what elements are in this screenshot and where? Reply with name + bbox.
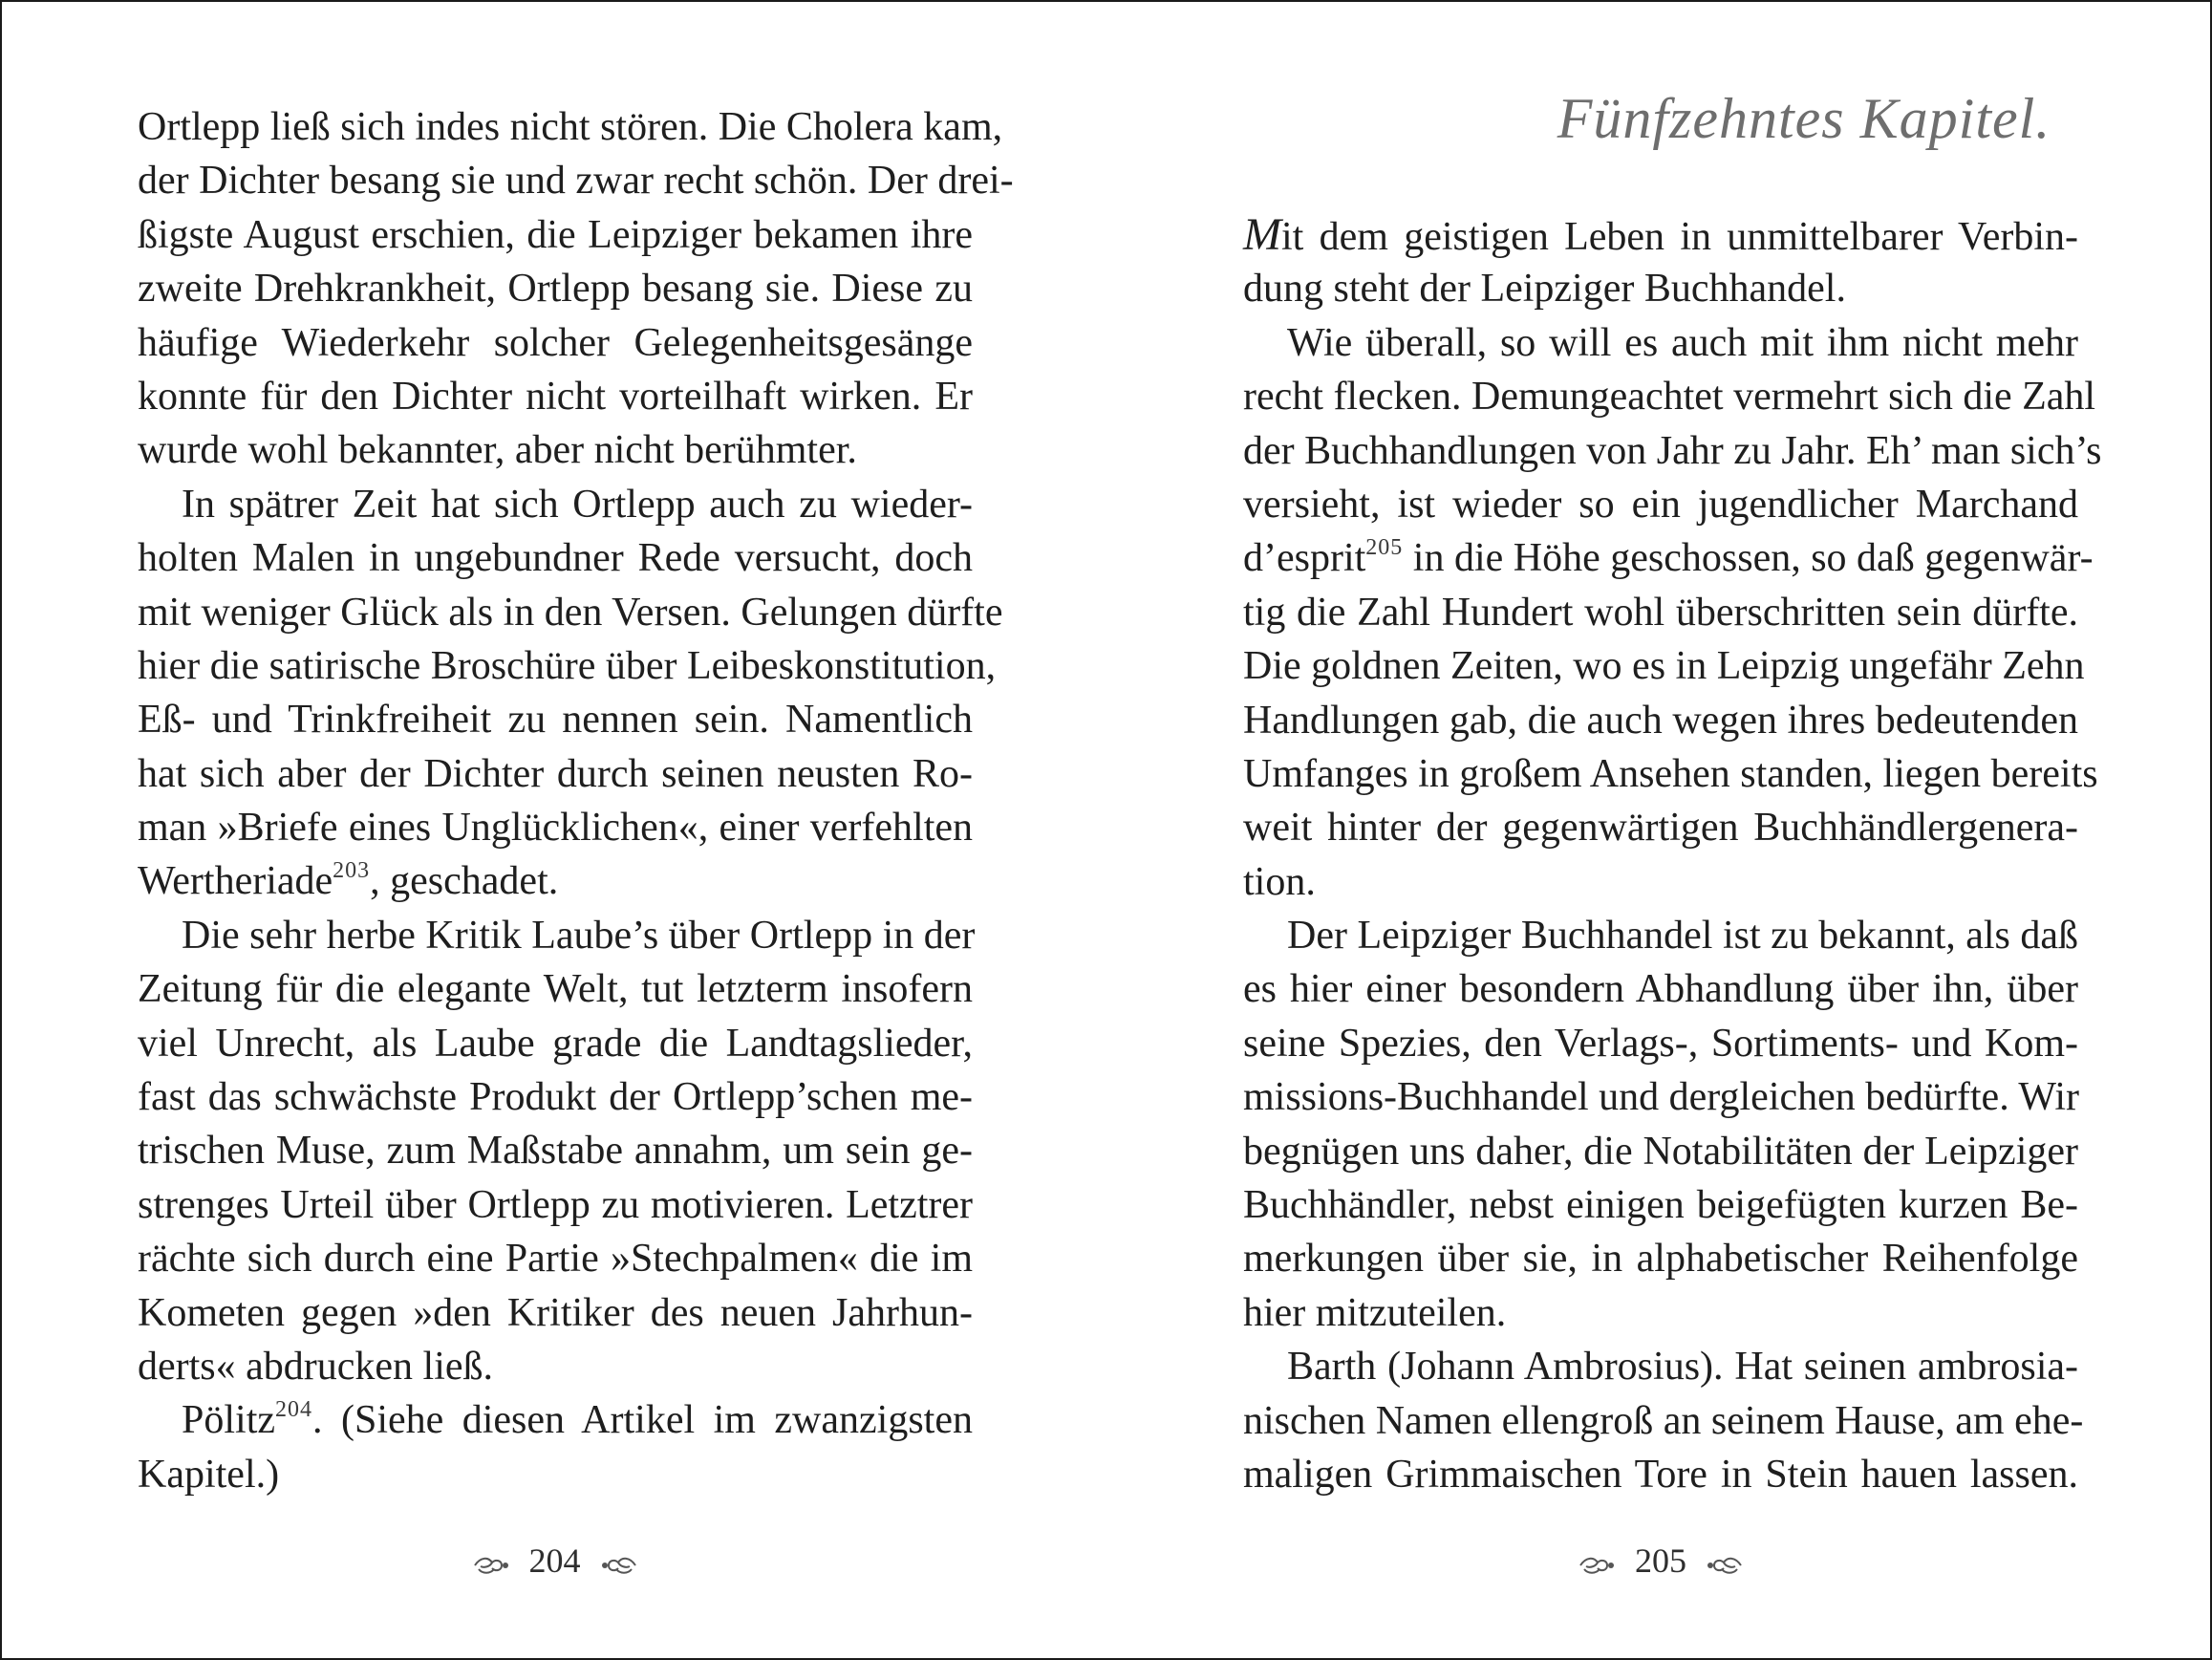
- text-line: fast das schwächste Produkt der Ortlepp’schen me-: [138, 1075, 973, 1120]
- text-fragment: it dem geistigen Leben in unmittelbarer Verbin-: [1280, 215, 2078, 259]
- text-line: Buchhändler, nebst einigen beigefügten kurzen Be-: [1243, 1183, 2078, 1228]
- left-page: [2, 2, 1107, 1660]
- text-line: Kometen gegen »den Kritiker des neuen Jahrhun-: [138, 1290, 973, 1335]
- text-line: hier die satirische Broschüre über Leibeskonstitution,: [138, 643, 997, 688]
- text-line: Die sehr herbe Kritik Laube’s über Ortlepp in der: [182, 913, 976, 958]
- leaf-ornament-icon: [599, 1544, 637, 1585]
- text-line: In spätrer Zeit hat sich Ortlepp auch zu wieder-: [182, 482, 973, 527]
- page-number: 205: [1635, 1541, 1686, 1580]
- text-line: Der Leipziger Buchhandel ist zu bekannt, als daß: [1287, 914, 2079, 959]
- text-line: Kapitel.): [138, 1452, 280, 1497]
- text-fragment: Pölitz: [182, 1398, 276, 1443]
- text-line: rächte sich durch eine Partie »Stechpalmen« die im: [138, 1237, 973, 1282]
- text-line: holten Malen in ungebundner Rede versucht, doch: [138, 536, 973, 581]
- leaf-ornament-icon: [473, 1544, 511, 1585]
- text-line: konnte für den Dichter nicht vorteilhaft wirken. Er: [138, 374, 973, 419]
- text-line: Barth (Johann Ambrosius). Hat seinen ambrosia-: [1287, 1345, 2078, 1390]
- text-line: hier mitzuteilen.: [1243, 1290, 1507, 1335]
- right-text-block: [1243, 208, 2102, 1501]
- text-line: es hier einer besondern Abhandlung über ihn, über: [1243, 967, 2078, 1012]
- text-line: recht flecken. Demungeachtet vermehrt sich die Zahl: [1243, 375, 2096, 420]
- text-line: hat sich aber der Dichter durch seinen neusten Ro-: [138, 751, 973, 796]
- text-line: strenges Urteil über Ortlepp zu motivieren. Letztrer: [138, 1182, 973, 1227]
- initial-letter: M: [1243, 209, 1281, 260]
- text-fragment: in die Höhe geschossen, so daß gegenwär-: [1403, 536, 2094, 581]
- footnote-marker[interactable]: 204: [275, 1397, 313, 1423]
- text-line: begnügen uns daher, die Notabilitäten der Leipziger: [1243, 1129, 2078, 1174]
- text-line: merkungen über sie, in alphabetischer Reihenfolge: [1243, 1237, 2078, 1282]
- text-line: ßigste August erschien, die Leipziger bekamen ihre: [138, 212, 973, 257]
- text-line: Ortlepp ließ sich indes nicht stören. Die Cholera kam,: [138, 105, 1003, 149]
- text-line: Eß- und Trinkfreiheit zu nennen sein. Namentlich: [138, 698, 973, 743]
- text-line: Zeitung für die elegante Welt, tut letzterm insofern: [138, 967, 973, 1012]
- chapter-heading: Fünfzehntes Kapitel.: [1557, 87, 2051, 150]
- text-line: derts« abdrucken ließ.: [138, 1344, 494, 1389]
- text-line: Die goldnen Zeiten, wo es in Leipzig ungefähr Zehn: [1243, 644, 2085, 689]
- page-number-left: [2, 1541, 1107, 1585]
- text-line: seine Spezies, den Verlags-, Sortiments- und Kom-: [1243, 1021, 2078, 1066]
- leaf-ornament-icon: [1578, 1544, 1617, 1585]
- leaf-ornament-icon: [1705, 1544, 1743, 1585]
- page-number: 204: [528, 1541, 581, 1580]
- text-line: zweite Drehkrankheit, Ortlepp besang sie. Diese zu: [138, 267, 973, 312]
- text-line: Umfanges in großem Ansehen standen, liegen bereits: [1243, 751, 2098, 796]
- right-page: [1107, 2, 2212, 1660]
- text-fragment: d’esprit: [1243, 536, 1366, 581]
- text-line: mit weniger Glück als in den Versen. Gelungen dürfte: [138, 590, 1003, 635]
- text-line: der Buchhandlungen von Jahr zu Jahr. Eh’ man sich’s: [1243, 428, 2102, 473]
- text-fragment: . (Siehe diesen Artikel im zwanzigsten: [312, 1398, 973, 1443]
- text-fragment: Wertheriade: [138, 859, 333, 904]
- text-line: Wie überall, so will es auch mit ihm nicht mehr: [1287, 320, 2078, 365]
- text-line: man »Briefe eines Unglücklichen«, einer verfehlten: [138, 806, 973, 851]
- text-line: [138, 854, 973, 908]
- text-line: nischen Namen ellengroß an seinem Hause, am ehe-: [1243, 1398, 2084, 1443]
- text-line: trischen Muse, zum Maßstabe annahm, um sein ge-: [138, 1129, 973, 1174]
- footnote-marker[interactable]: 203: [333, 858, 371, 884]
- text-line: versieht, ist wieder so ein jugendlicher Marchand: [1243, 482, 2078, 527]
- text-line: weit hinter der gegenwärtigen Buchhändlergenera-: [1243, 806, 2078, 851]
- text-line: tig die Zahl Hundert wohl überschritten sein dürfte.: [1243, 590, 2078, 635]
- text-line: viel Unrecht, als Laube grade die Landtagslieder,: [138, 1021, 973, 1066]
- text-line: der Dichter besang sie und zwar recht schön. Der drei-: [138, 159, 1014, 204]
- text-line: tion.: [1243, 859, 1316, 904]
- text-line: [138, 1393, 973, 1447]
- text-fragment: , geschadet.: [370, 859, 559, 904]
- text-line: wurde wohl bekannter, aber nicht berühmter.: [138, 428, 857, 473]
- text-line: dung steht der Leipziger Buchhandel.: [1243, 267, 1846, 312]
- footnote-marker[interactable]: 205: [1365, 535, 1404, 561]
- text-line: Handlungen gab, die auch wegen ihres bedeutenden: [1243, 698, 2078, 743]
- text-line: [1243, 208, 2078, 262]
- left-text-block: [138, 100, 1014, 1501]
- page-number-right: [1107, 1541, 2212, 1585]
- text-line: maligen Grimmaischen Tore in Stein hauen lassen.: [1243, 1452, 2078, 1497]
- text-line: missions-Buchhandel und dergleichen bedürfte. Wir: [1243, 1075, 2080, 1120]
- text-line: häufige Wiederkehr solcher Gelegenheitsgesänge: [138, 320, 973, 365]
- text-line: [1243, 531, 2094, 585]
